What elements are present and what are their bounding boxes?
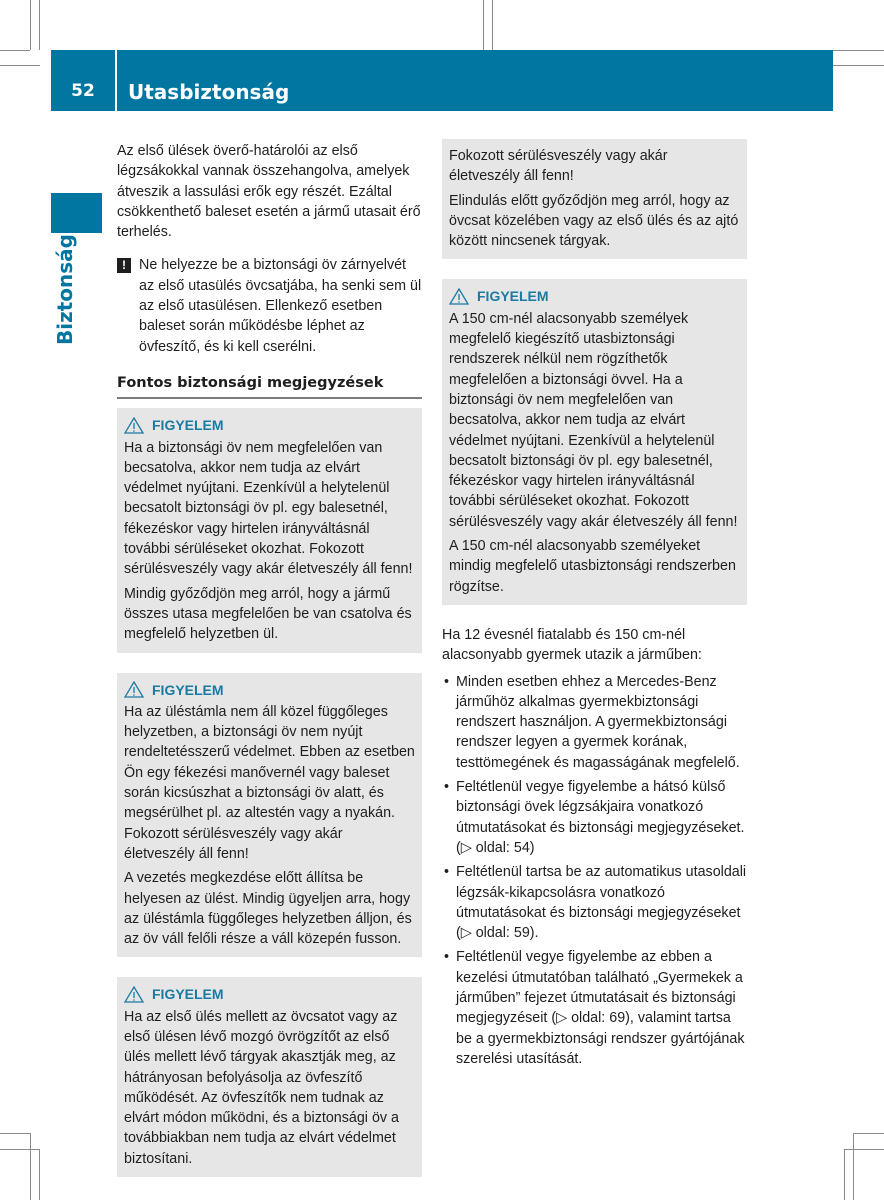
- crop-mark: [853, 1133, 854, 1200]
- crop-mark: [30, 0, 31, 50]
- warning-triangle-icon: [124, 417, 144, 434]
- warning-triangle-icon: [449, 288, 469, 305]
- crop-mark: [492, 0, 493, 50]
- exclamation-icon: !: [117, 258, 131, 273]
- crop-mark: [853, 1133, 884, 1134]
- page-number: 52: [71, 81, 95, 101]
- warning-paragraph: Mindig győződjön meg arról, hogy a jármű összes utasa megfelelően be van csatolva és megfelelő helyzetben ül.: [124, 585, 412, 643]
- warning-title: FIGYELEM: [477, 288, 549, 305]
- warning-triangle-icon: [124, 986, 144, 1003]
- crop-mark: [0, 1149, 40, 1150]
- warning-paragraph: Elindulás előtt győződjön meg arról, hogy az övcsat közelében vagy az első ülés és az ajtó között nincsenek tárgyak.: [449, 192, 739, 250]
- section-tab-label: Biztonság: [53, 234, 77, 345]
- warning-paragraph: A vezetés megkezdése előtt állítsa be helyesen az ülést. Mindig ügyeljen arra, hogy az üléstámla függőleges helyzetben álljon, és az öv váll felőli része a váll közepén fusson.: [124, 870, 412, 948]
- warning-header: [124, 680, 415, 700]
- crop-mark: [0, 1133, 30, 1134]
- warning-header: [124, 415, 415, 435]
- warning-box-continued: [442, 139, 747, 259]
- warning-paragraph: A 150 cm-nél alacsonyabb személyeket mindig megfelelő utasbiztonsági rendszerben rögzítse.: [449, 538, 736, 595]
- list-item: • Minden esetben ehhez a Mercedes-Benz járműhöz alkalmas gyermekbiztonsági rendszert használjon. A gyermekbiztonsági rendszer legyen a gyermek korának, testtömegének és magasságának megfelelő.: [442, 672, 747, 773]
- crop-mark: [844, 1149, 845, 1200]
- list-item: • Feltétlenül vegye figyelembe az ebben a kezelési útmutatóban található „Gyermekek a járműben” fejezet útmutatásait és biztonsági megjegyzéseit (▷ oldal: 69), valamint tartsa be a gyermekbiztonsági rendszer gyártójának szerelési utasítását.: [442, 947, 747, 1069]
- warning-paragraph: Ha a biztonsági öv nem megfelelően van becsatolva, akkor nem tudja az elvárt védelmet nyújtani. Ezenkívül a helytelenül becsatolt biztonsági öv pl. egy balesetnél, fékezéskor vagy hirtelen irányváltásnál további sérüléseket okozhat. Fokozott sérülésveszély vagy akár életveszély áll fenn!: [124, 439, 413, 578]
- crop-mark: [0, 50, 30, 51]
- list-item: • Feltétlenül tartsa be az automatikus utasoldali légzsák-kikapcsolásra vonatkozó útmutatásokat és biztonsági megjegyzéseket (▷ oldal: 59).: [442, 862, 747, 943]
- crop-mark: [483, 0, 484, 50]
- warning-title: FIGYELEM: [152, 986, 224, 1003]
- warning-box: [117, 673, 422, 958]
- crop-mark: [39, 0, 40, 50]
- warning-header: [449, 286, 740, 306]
- crop-mark: [0, 65, 40, 66]
- warning-header: [124, 984, 415, 1004]
- bullet-list: [442, 672, 747, 1070]
- list-item: • Feltétlenül vegye figyelembe a hátsó külső biztonsági övek légzsákjaira vonatkozó útmutatásokat és biztonsági megjegyzéseket. (▷ oldal: 54): [442, 777, 747, 858]
- warning-title: FIGYELEM: [152, 681, 224, 698]
- warning-paragraph: Ha az üléstámla nem áll közel függőleges helyzetben, a biztonsági öv nem nyújt rendeltetésszerű védelmet. Ebben az esetben Ön egy fékezési manővernél vagy baleset során kicsúszhat a biztonsági öv alatt, és megsérülhet pl. az altestén vagy a nyakán. Fokozott sérülésveszély vagy akár életveszély áll fenn!: [124, 703, 415, 862]
- note-block: [117, 255, 422, 356]
- header-divider: [115, 50, 117, 111]
- warning-paragraph: Ha az első ülés mellett az övcsatot vagy az első ülésen lévő mozgó övrögzítőt az első ülés mellett lévő tárgyak akasztják meg, az hátrányosan befolyásolja az övfeszítő működését. Az övfeszítők nem tudnak az elvárt módon működni, és a biztonsági öv a továbbiakban nem tudja az elvárt védelmet biztosítani.: [124, 1008, 399, 1167]
- intro-paragraph: Az első ülések överő-határolói az első légzsákokkal vannak összehangolva, amelyek átveszik a lassulási erők egy részét. Ezáltal csökkenthető baleset esetén a jármű utasait érő terhelés.: [117, 143, 421, 241]
- warning-triangle-icon: [124, 681, 144, 698]
- crop-mark: [833, 65, 884, 66]
- crop-mark: [833, 50, 884, 51]
- warning-box: [442, 279, 747, 604]
- warning-paragraph: A 150 cm-nél alacsonyabb személyek megfelelő kiegészítő utasbiztonsági rendszerek nélkül nem rögzíthetők megfelelően a biztonsági övvel. Ha a biztonsági öv nem megfelelően van becsatolva, akkor nem tudja az elvárt védelmet nyújtani. Ezenkívül a helytelenül becsatolt biztonsági öv pl. egy balesetnél, fékezéskor vagy hirtelen irányváltásnál további sérüléseket okozhat. Fokozott sérülésveszély vagy akár életveszély áll fenn!: [449, 310, 738, 530]
- warning-title: FIGYELEM: [152, 417, 224, 434]
- crop-mark: [39, 1149, 40, 1200]
- children-intro: Ha 12 évesnél fiatalabb és 150 cm-nél alacsonyabb gyermek utazik a járműben:: [442, 626, 702, 664]
- chapter-title: Utasbiztonság: [128, 80, 290, 104]
- left-column: [117, 141, 422, 1197]
- right-column: [442, 139, 747, 1073]
- section-tab-marker: [51, 193, 102, 233]
- warning-paragraph: Fokozott sérülésveszély vagy akár életveszély áll fenn!: [449, 148, 668, 185]
- warning-box: [117, 977, 422, 1177]
- note-text: Ne helyezze be a biztonsági öv zárnyelvét az első utasülés övcsatjába, ha senki sem ül az első utasülésen. Ellenkező esetben baleset során működésbe léphet az övfeszítő, és ki kell cserélni.: [139, 257, 422, 355]
- crop-mark: [844, 1149, 884, 1150]
- crop-mark: [30, 1133, 31, 1200]
- section-heading: Fontos biztonsági megjegyzések: [117, 373, 422, 399]
- warning-box: [117, 408, 422, 652]
